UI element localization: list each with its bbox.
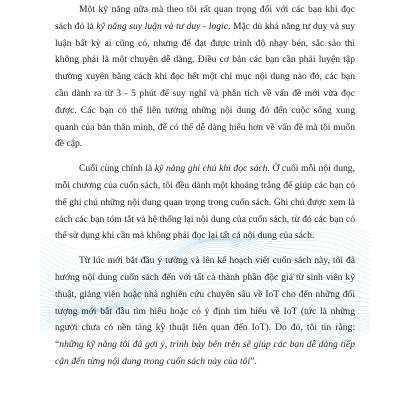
paragraph-audience [55, 253, 355, 371]
page-body [55, 2, 355, 371]
paragraph-audience-text-1: Từ lúc mới bắt đầu ý tưởng và lên kế hoạch viết cuốn sách này, tôi đã hướng nội dung cuốn sách đến với tất cả thành phần độc giả từ sinh viên kỹ thuật, giảng viên hoặc nhà nghiên cứu chuyên sâu về IoT cho đến những đối tượng mới bắt đầu tìm hiểu hoặc có ý định tìm hiểu về IoT (tức là những người chưa có nền tảng kỹ thuật liên quan đến IoT). Do đó, tôi tin rằng: “ [55, 255, 355, 351]
paragraph-reasoning-skill [55, 2, 355, 153]
paragraph-note-skill [55, 161, 355, 245]
paragraph-note-text-1: Cuối cùng chính là [79, 163, 155, 175]
paragraph-reasoning-text-1: Một kỹ năng nữa mà theo tôi rất quan trọng đối với các bạn khi đọc sách đó là [55, 4, 355, 32]
paragraph-note-text-2: . Ở cuối mỗi nội dung, mỗi chương của cuốn sách, tôi đều dành một khoảng trắng để giúp các bạn có thể ghi chú những nội dung quan trọng trong cuốn sách. Ghi chú được xem là cách các bạn tóm tắt và hệ thống lại nội dung của cuốn sách, từ đó các bạn có thể sử dụng khi cần mà không phải đọc lại tất cả nội dung của sách. [55, 163, 355, 242]
note-skill-emphasis: kỹ năng ghi chú khi đọc sách [154, 163, 268, 175]
reasoning-skill-emphasis: kỹ năng suy luận và tư duy - logic [96, 20, 228, 32]
paragraph-reasoning-text-2: . Mặc dù khả năng tư duy và suy luận bất kỳ ai cũng có, nhưng để đạt được trình độ nhạy bén, sắc sảo thì không phải là một chuyện dễ dàng. Điều cơ bản các bạn cần phải luyện tập thường xuyên bằng cách khi đọc hết một chỉ mục nội dung nào đó, các bạn cần dành ra từ 3 - 5 phút để suy nghĩ và phân tích về vấn đề mới vừa đọc được. Các bạn có thể liên tưởng những nội dung đó đến cuộc sống xung quanh của bản thân mình, để có thể dễ dàng hiểu hơn về vấn đề mà tôi muốn đề cập. [55, 20, 355, 150]
audience-quote-emphasis: những kỹ năng tôi đã gợi ý, trình bày bên trên sẽ giúp các bạn dễ dàng tiếp cận đến từng nội dung trong cuốn sách này của tôi [55, 339, 355, 367]
paragraph-audience-text-2: ”. [250, 355, 257, 367]
